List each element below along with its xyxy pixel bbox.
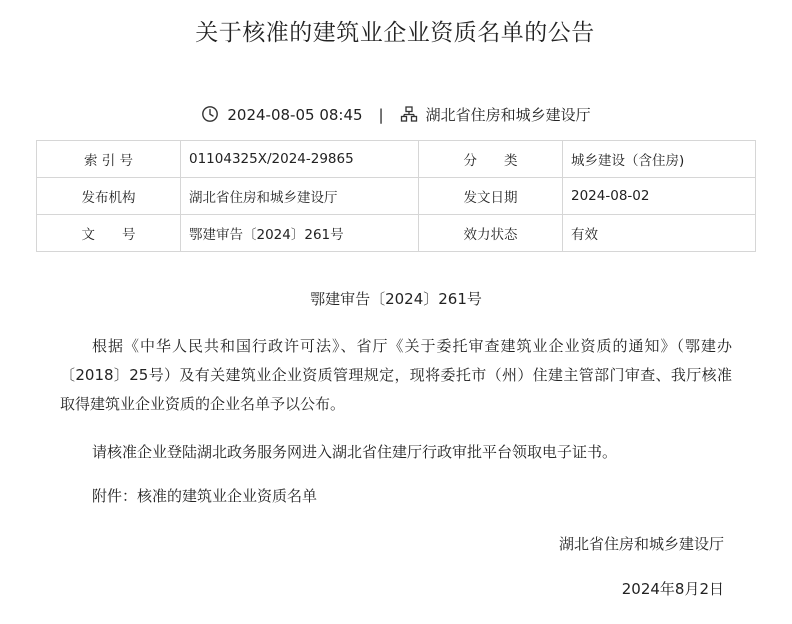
document-number: 鄂建审告〔2024〕261号 [310,290,482,308]
attachment-line: 附件：核准的建筑业企业资质名单 [92,487,318,505]
body-paragraph-1: 根据《中华人民共和国行政许可法》、省厅《关于委托审查建筑业企业资质的通知》（鄂建办〔2018〕25号）及有关建筑业企业资质管理规定，现将委托市（州）住建主管部门审查、我厅核准取得建筑业企业资质的企业名单予以公布。 [60,337,732,413]
index-number-value: 01104325X/2024-29865 [181,141,419,178]
issuer-label: 发布机构 [37,178,181,215]
category-label: 分 类 [419,141,563,178]
issuer-value: 湖北省住房和城乡建设厅 [181,178,419,215]
clock-icon [201,105,219,123]
category-value: 城乡建设（含住房) [563,141,756,178]
publish-source: 湖北省住房和城乡建设厅 [425,106,591,124]
index-number-label: 索 引 号 [37,141,181,178]
signature-date: 2024年8月2日 [621,580,724,598]
table-row [37,178,756,215]
publish-meta [0,104,792,125]
page-title: 关于核准的建筑业企业资质名单的公告 [195,20,595,46]
body-paragraph-2: 请核准企业登陆湖北政务服务网进入湖北省住建厅行政审批平台领取电子证书。 [92,443,618,461]
publish-datetime: 2024-08-05 08:45 [227,106,363,124]
issue-date-value: 2024-08-02 [563,178,756,215]
signature: 湖北省住房和城乡建设厅 [558,535,724,553]
doc-number-value: 鄂建审告〔2024〕261号 [181,215,419,252]
doc-number-label: 文 号 [37,215,181,252]
document-info-table [36,140,756,252]
org-chart-icon [400,105,418,123]
validity-label: 效力状态 [419,215,563,252]
validity-value: 有效 [563,215,756,252]
table-row [37,141,756,178]
issue-date-label: 发文日期 [419,178,563,215]
meta-separator: | [378,106,384,124]
table-row [37,215,756,252]
